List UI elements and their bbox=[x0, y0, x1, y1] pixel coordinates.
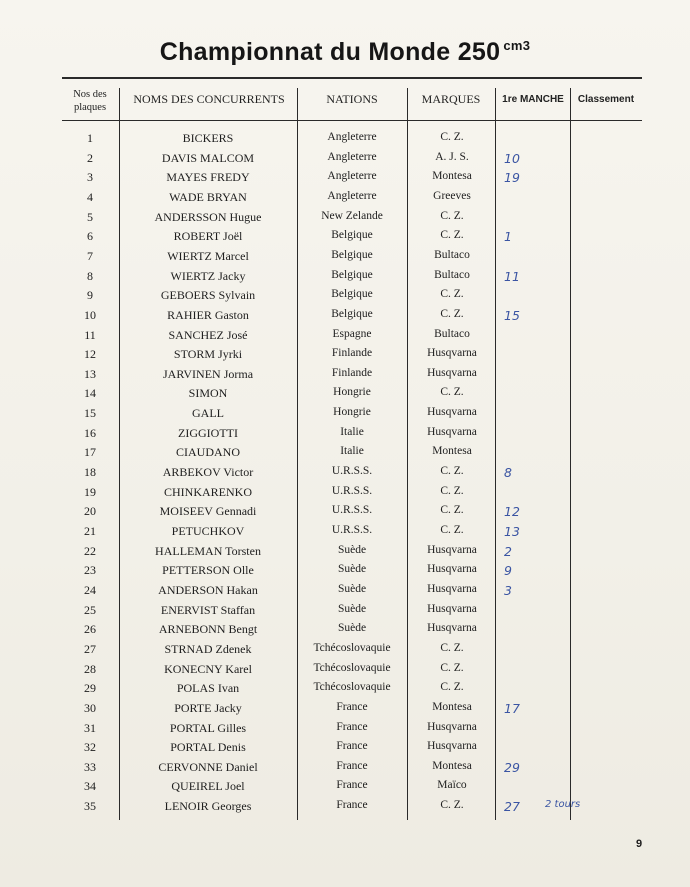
nation: Angleterre bbox=[327, 170, 377, 183]
marque: Husqvarna bbox=[427, 347, 477, 360]
plaque-number: 21 bbox=[84, 524, 96, 538]
competitor-name: WIERTZ Jacky bbox=[170, 268, 246, 283]
competitor-name: STORM Jyrki bbox=[173, 347, 243, 362]
header-classement: Classement bbox=[577, 94, 635, 105]
marque: Husqvarna bbox=[427, 366, 477, 379]
nation: Espagne bbox=[332, 327, 372, 340]
plaque-number: 14 bbox=[84, 386, 96, 401]
marque: C. Z. bbox=[440, 288, 464, 301]
table-row bbox=[0, 131, 690, 151]
plaque-number: 9 bbox=[87, 288, 93, 303]
table-row bbox=[0, 426, 690, 446]
plaque-number: 1 bbox=[87, 131, 93, 145]
plaque-number: 34 bbox=[84, 779, 96, 794]
plaque-number: 6 bbox=[87, 229, 93, 244]
table-row bbox=[0, 151, 690, 171]
table-header-rule bbox=[62, 120, 642, 121]
competitor-name: ANDERSON Hakan bbox=[158, 582, 258, 597]
nation: U.R.S.S. bbox=[331, 484, 373, 497]
table-row bbox=[0, 524, 690, 544]
plaque-number: 11 bbox=[84, 327, 96, 342]
marque: Husqvarna bbox=[427, 563, 477, 576]
nation: Tchécoslovaquie bbox=[313, 681, 391, 694]
nation: France bbox=[336, 779, 368, 792]
manche-result: 2 bbox=[504, 543, 512, 559]
table-row bbox=[0, 721, 690, 741]
table-row bbox=[0, 210, 690, 230]
competitor-name: MAYES FREDY bbox=[166, 170, 250, 185]
table-row bbox=[0, 622, 690, 642]
competitor-name: SIMON bbox=[188, 386, 228, 401]
marque: Husqvarna bbox=[427, 406, 477, 419]
nation: New Zelande bbox=[321, 209, 383, 222]
competitor-name: KONECNY Karel bbox=[164, 661, 252, 676]
nation: Finlande bbox=[331, 347, 373, 360]
table-row bbox=[0, 328, 690, 348]
table-row bbox=[0, 583, 690, 603]
table-row bbox=[0, 229, 690, 249]
marque: Greeves bbox=[433, 189, 471, 202]
title-text: Championnat du Monde 250 bbox=[159, 38, 501, 66]
marque: Husqvarna bbox=[427, 720, 477, 733]
nation: Tchécoslovaquie bbox=[313, 641, 391, 654]
table-row bbox=[0, 544, 690, 564]
plaque-number: 20 bbox=[84, 504, 96, 519]
nation: U.R.S.S. bbox=[331, 524, 373, 536]
competitor-name: GEBOERS Sylvain bbox=[160, 288, 256, 303]
marque: C. Z. bbox=[440, 229, 464, 242]
competitor-name: LENOIR Georges bbox=[164, 799, 252, 814]
nation: Angleterre bbox=[327, 150, 377, 163]
competitor-name: CHINKARENKO bbox=[164, 484, 252, 499]
manche-result: 29 bbox=[504, 759, 520, 775]
competitor-name: WADE BRYAN bbox=[169, 189, 247, 204]
table-row bbox=[0, 681, 690, 701]
nation: France bbox=[336, 720, 368, 733]
plaque-number: 22 bbox=[84, 543, 96, 558]
table-row bbox=[0, 662, 690, 682]
marque: Husqvarna bbox=[427, 602, 477, 615]
table-top-rule bbox=[62, 77, 642, 79]
header-plaques bbox=[62, 88, 118, 114]
plaque-number: 29 bbox=[84, 681, 96, 696]
table-row bbox=[0, 740, 690, 760]
competitor-name: GALL bbox=[192, 406, 224, 421]
competitor-name: ANDERSSON Hugue bbox=[154, 209, 262, 224]
manche-result: 9 bbox=[504, 563, 512, 579]
marque: C. Z. bbox=[440, 504, 464, 517]
competitor-name: PORTAL Denis bbox=[170, 740, 246, 755]
nation: Suède bbox=[337, 543, 367, 556]
plaque-number: 17 bbox=[84, 445, 96, 460]
table-row bbox=[0, 701, 690, 721]
table-row bbox=[0, 190, 690, 210]
nation: Angleterre bbox=[327, 189, 377, 202]
plaque-number: 18 bbox=[84, 465, 96, 480]
table-row bbox=[0, 465, 690, 485]
competitor-name: PETTERSON Olle bbox=[162, 563, 254, 578]
table-row bbox=[0, 347, 690, 367]
table-row bbox=[0, 249, 690, 269]
competitor-name: PETUCHKOV bbox=[171, 524, 245, 538]
marque: Montesa bbox=[432, 700, 472, 713]
marque: Husqvarna bbox=[427, 425, 477, 438]
marque: C. Z. bbox=[440, 681, 464, 694]
competitor-name: WIERTZ Marcel bbox=[167, 248, 249, 263]
marque: Montesa bbox=[432, 445, 472, 458]
nation: France bbox=[336, 700, 368, 713]
competitor-name: PORTE Jacky bbox=[174, 700, 242, 715]
marque: C. Z. bbox=[440, 386, 464, 399]
plaque-number: 15 bbox=[84, 406, 96, 421]
plaque-number: 33 bbox=[84, 759, 96, 774]
plaque-number: 25 bbox=[84, 602, 96, 617]
marque: C. Z. bbox=[440, 641, 464, 654]
plaque-number: 26 bbox=[84, 622, 96, 637]
nation: Italie bbox=[340, 425, 364, 438]
nation: Finlande bbox=[331, 366, 373, 379]
plaque-number: 10 bbox=[84, 307, 96, 322]
competitor-name: ROBERT Joël bbox=[173, 229, 243, 244]
plaque-number: 7 bbox=[87, 248, 93, 263]
nation: Suède bbox=[337, 582, 367, 595]
marque: C. Z. bbox=[440, 661, 464, 674]
competitor-name: SANCHEZ José bbox=[168, 327, 248, 342]
header-manche: 1re MANCHE bbox=[502, 94, 564, 105]
nation: Belgique bbox=[331, 229, 373, 242]
plaque-number: 13 bbox=[84, 366, 96, 381]
manche-result: 27 bbox=[504, 799, 520, 815]
manche-result: 3 bbox=[504, 582, 512, 598]
marque: Bultaco bbox=[434, 268, 470, 281]
competitor-name: ARBEKOV Victor bbox=[162, 465, 254, 480]
table-row bbox=[0, 308, 690, 328]
plaque-number: 16 bbox=[84, 425, 96, 440]
classement: 2 tours bbox=[545, 799, 581, 811]
plaque-number: 23 bbox=[84, 563, 96, 578]
plaque-number: 2 bbox=[87, 150, 93, 165]
marque: Montesa bbox=[432, 759, 472, 772]
nation: U.R.S.S. bbox=[331, 504, 373, 517]
manche-result: 19 bbox=[504, 170, 520, 186]
plaque-number: 28 bbox=[84, 661, 96, 676]
competitor-name: RAHIER Gaston bbox=[167, 307, 249, 322]
table-row bbox=[0, 406, 690, 426]
header-plaques-line2: plaques bbox=[73, 102, 107, 113]
manche-result: 11 bbox=[504, 268, 520, 284]
plaque-number: 12 bbox=[84, 347, 96, 362]
nation: France bbox=[336, 799, 368, 812]
competitor-name: ENERVIST Staffan bbox=[160, 602, 256, 617]
plaque-number: 3 bbox=[87, 170, 93, 185]
header-noms: NOMS DES CONCURRENTS bbox=[133, 92, 285, 106]
marque: C. Z. bbox=[440, 524, 464, 536]
manche-result: 1 bbox=[504, 229, 512, 245]
competitor-name: DAVIS MALCOM bbox=[161, 150, 255, 165]
competitor-name: STRNAD Zdenek bbox=[164, 641, 252, 656]
nation: Angleterre bbox=[327, 131, 377, 143]
competitor-name: BICKERS bbox=[182, 131, 234, 145]
plaque-number: 32 bbox=[84, 740, 96, 755]
page-title bbox=[0, 38, 690, 67]
competitor-name: MOISEEV Gennadi bbox=[159, 504, 257, 519]
competitor-name: POLAS Ivan bbox=[176, 681, 240, 696]
header-nations: NATIONS bbox=[326, 92, 378, 106]
nation: Belgique bbox=[331, 268, 373, 281]
manche-result: 17 bbox=[504, 700, 520, 716]
plaque-number: 31 bbox=[84, 720, 96, 735]
manche-result: 10 bbox=[504, 150, 520, 166]
competitor-name: ARNEBONN Bengt bbox=[158, 622, 258, 637]
table-row bbox=[0, 799, 690, 819]
marque: Husqvarna bbox=[427, 740, 477, 753]
table-row bbox=[0, 760, 690, 780]
plaque-number: 30 bbox=[84, 700, 96, 715]
title-unit: cm3 bbox=[503, 38, 531, 53]
plaque-number: 27 bbox=[84, 641, 96, 656]
competitor-name: ZIGGIOTTI bbox=[178, 425, 238, 440]
plaque-number: 19 bbox=[84, 484, 96, 499]
plaque-number: 24 bbox=[84, 582, 96, 597]
nation: France bbox=[336, 759, 368, 772]
nation: U.R.S.S. bbox=[331, 465, 373, 478]
competitor-name: CIAUDANO bbox=[176, 445, 240, 460]
marque: C. Z. bbox=[440, 209, 464, 222]
marque: C. Z. bbox=[440, 307, 464, 320]
nation: Suède bbox=[337, 622, 367, 635]
marque: Husqvarna bbox=[427, 543, 477, 556]
marque: C. Z. bbox=[440, 131, 464, 143]
marque: Husqvarna bbox=[427, 582, 477, 595]
table-row bbox=[0, 563, 690, 583]
page-number: 9 bbox=[636, 838, 643, 850]
table-row bbox=[0, 504, 690, 524]
plaque-number: 4 bbox=[87, 189, 93, 204]
manche-result: 15 bbox=[504, 307, 520, 323]
marque: C. Z. bbox=[440, 465, 464, 478]
marque: C. Z. bbox=[440, 799, 464, 812]
nation: Hongrie bbox=[333, 406, 371, 419]
plaque-number: 35 bbox=[84, 799, 96, 814]
competitor-name: JARVINEN Jorma bbox=[162, 366, 254, 381]
table-row bbox=[0, 642, 690, 662]
table-row bbox=[0, 170, 690, 190]
nation: Suède bbox=[337, 563, 367, 576]
nation: Belgique bbox=[331, 248, 373, 261]
competitor-name: QUEIREL Joel bbox=[171, 779, 245, 794]
marque: C. Z. bbox=[440, 484, 464, 497]
nation: France bbox=[336, 740, 368, 753]
marque: Bultaco bbox=[434, 327, 470, 340]
marque: Montesa bbox=[432, 170, 472, 183]
table-row bbox=[0, 485, 690, 505]
table-row bbox=[0, 367, 690, 387]
nation: Belgique bbox=[331, 288, 373, 301]
plaque-number: 5 bbox=[87, 209, 93, 224]
plaque-number: 8 bbox=[87, 268, 93, 283]
nation: Hongrie bbox=[333, 386, 371, 399]
table-row bbox=[0, 288, 690, 308]
table-row bbox=[0, 603, 690, 623]
competitor-name: HALLEMAN Torsten bbox=[155, 543, 261, 558]
nation: Suède bbox=[337, 602, 367, 615]
competitor-name: CERVONNE Daniel bbox=[158, 759, 258, 774]
table-row bbox=[0, 269, 690, 289]
nation: Italie bbox=[340, 445, 364, 458]
marque: Maïco bbox=[437, 779, 467, 792]
nation: Belgique bbox=[331, 307, 373, 320]
manche-result: 8 bbox=[504, 465, 512, 481]
header-plaques-line1: Nos des bbox=[73, 89, 107, 100]
marque: A. J. S. bbox=[435, 150, 469, 163]
table-row bbox=[0, 386, 690, 406]
table-row bbox=[0, 445, 690, 465]
competitor-name: PORTAL Gilles bbox=[169, 720, 247, 735]
marque: Bultaco bbox=[434, 248, 470, 261]
manche-result: 13 bbox=[504, 524, 520, 539]
manche-result: 12 bbox=[504, 504, 520, 520]
table-row bbox=[0, 779, 690, 799]
nation: Tchécoslovaquie bbox=[313, 661, 391, 674]
header-marques: MARQUES bbox=[421, 92, 481, 106]
marque: Husqvarna bbox=[427, 622, 477, 635]
